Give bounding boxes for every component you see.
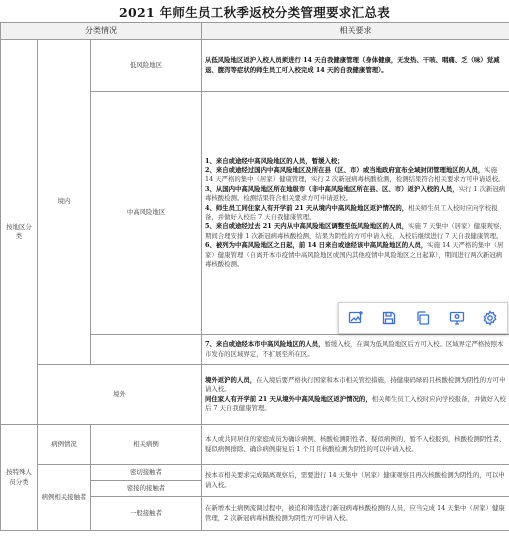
domestic-label: 境内: [38, 40, 91, 365]
image-search-icon[interactable]: [345, 307, 367, 329]
list-item: 3、从国内中高风险地区所在地级市（非中高风险地区所在县、区、市）返沪入校的人员，实行 1 次新冠病毒核酸检测。检测结果符合相关要求方可申请返校。: [205, 184, 506, 203]
related-case-requirement: 本人或共同居住的家庭成员为确诊病例、核酸检测阳性者、疑似病例的，暂不入校报到，核酸检测阴性者、疑似病例排除、确诊病例康复后 1 个月且核酸检测为阴性的可以申请入校。: [202, 425, 509, 465]
general-contact-label: 一般接触者: [91, 497, 202, 531]
list-item: 2、来自或途经过国内中高风险地区及所在县（区、市）或当地政府宣布全域封闭管理地区的人员，实施 14 天严格的集中（居家）健康管理，实行 2 次新冠病毒核酸检测，检测结果符合相关要求方可申请返校。: [205, 165, 505, 184]
image-toolbar: [338, 302, 508, 334]
empty-cell: [91, 335, 202, 365]
table-row: [1, 465, 509, 481]
group-by-region: 按地区分类: [1, 40, 38, 425]
list-item: 1、来自或途经中高风险地区的人员，暂缓入校；: [205, 156, 344, 165]
group-by-special-person: 按特殊人员分类: [1, 425, 38, 531]
abroad-requirement: [202, 365, 509, 425]
abroad-label: 境外: [38, 365, 202, 425]
related-case-label: 相关病例: [91, 425, 202, 465]
list-item: 7、来自或途经本市中高风险地区的人员，暂缓入校，在调为低风险地区后方可入校。区域界定严格按照本市发布的区域界定，不扩展至所在区。: [205, 340, 504, 358]
table-header-row: [1, 23, 509, 40]
settings-icon[interactable]: [479, 307, 501, 329]
list-item: 境外返沪的人员，在入境后要严格执行国家和本市相关管控措施，持健康码绿码且核酸检测为阴性的方可申请入校。: [205, 375, 506, 394]
page-title: 2021 年师生员工秋季返校分类管理要求汇总表: [118, 5, 391, 20]
secondary-contact-label: 密接的接触者: [91, 481, 202, 497]
screen-icon[interactable]: [446, 307, 468, 329]
list-item: 同住家人有开学前 21 天从境外中高风险地区返沪情况的，相关师生员工入校时应向学校报备，并做好入校后 7 天自我健康管理。: [205, 394, 506, 412]
low-risk-requirement: 从低风险地区返沪入校人员须进行 14 天自我健康管理（身体健康，无发热、干咳、咽痛、乏（味）觉减退、腹泻等症状的师生员工可入校完成 14 天的自我健康管理）。: [202, 40, 509, 92]
copy-icon[interactable]: [412, 307, 434, 329]
close-contact-label: 密切接触者: [91, 465, 202, 481]
list-item: 5、来自或途经过去 21 天内从中高风险地区调整至低风险地区的人员，实施 7 天集中（居家）健康观察，期间合理安排 1 次新冠病毒核酸检测，结果为阴性的方可申请入校，入校后继续进行 7 天自我健康管理。: [205, 222, 506, 240]
list-item: 4、师生员工同住家人有开学前 21 天从境内中高风险地区返沪情况的，相关师生员工入校时应向学校报备，并做好入校后 7 天自我健康管理。: [205, 203, 498, 221]
general-contact-requirement: 在新增本土病例流调过程中，被追和筛选进行新冠病毒核酸检测的人员，应当完成 14 天集中（居家）健康管理，2 次新冠病毒核酸检测为阴性方可申请入校。: [202, 497, 509, 531]
header-requirement: 相关要求: [202, 23, 509, 40]
table-row: [1, 425, 509, 465]
low-risk-label: 低风险地区: [91, 40, 202, 92]
table-row: [1, 40, 509, 92]
header-category: 分类情况: [1, 23, 202, 40]
list-item: 6、被列为中高风险地区之日起，前 14 日来自或途经该中高风险地区的人员，实施 14 天严格的集中（居家）健康管理（自离开本市疫情中高风险地区或国内其他疫情中风险地区之日起算），期间进行两次新冠病毒核酸检测。: [205, 241, 504, 269]
local-risk-requirement: [202, 335, 509, 365]
requirements-table: [0, 22, 509, 531]
case-label: 病例情况: [38, 425, 91, 465]
mid-high-requirement: [202, 92, 509, 335]
table-row: [1, 365, 509, 425]
close-contact-requirement: 按本市相关要求完成隔离观察后，需要进行 14 天集中（居家）健康观察且再次核酸检测为阴性的，可以申请入校。: [202, 465, 509, 497]
save-icon[interactable]: [378, 307, 400, 329]
contacts-label: 病例相关接触者: [38, 465, 91, 531]
mid-high-risk-label: 中高风险地区: [91, 92, 202, 335]
